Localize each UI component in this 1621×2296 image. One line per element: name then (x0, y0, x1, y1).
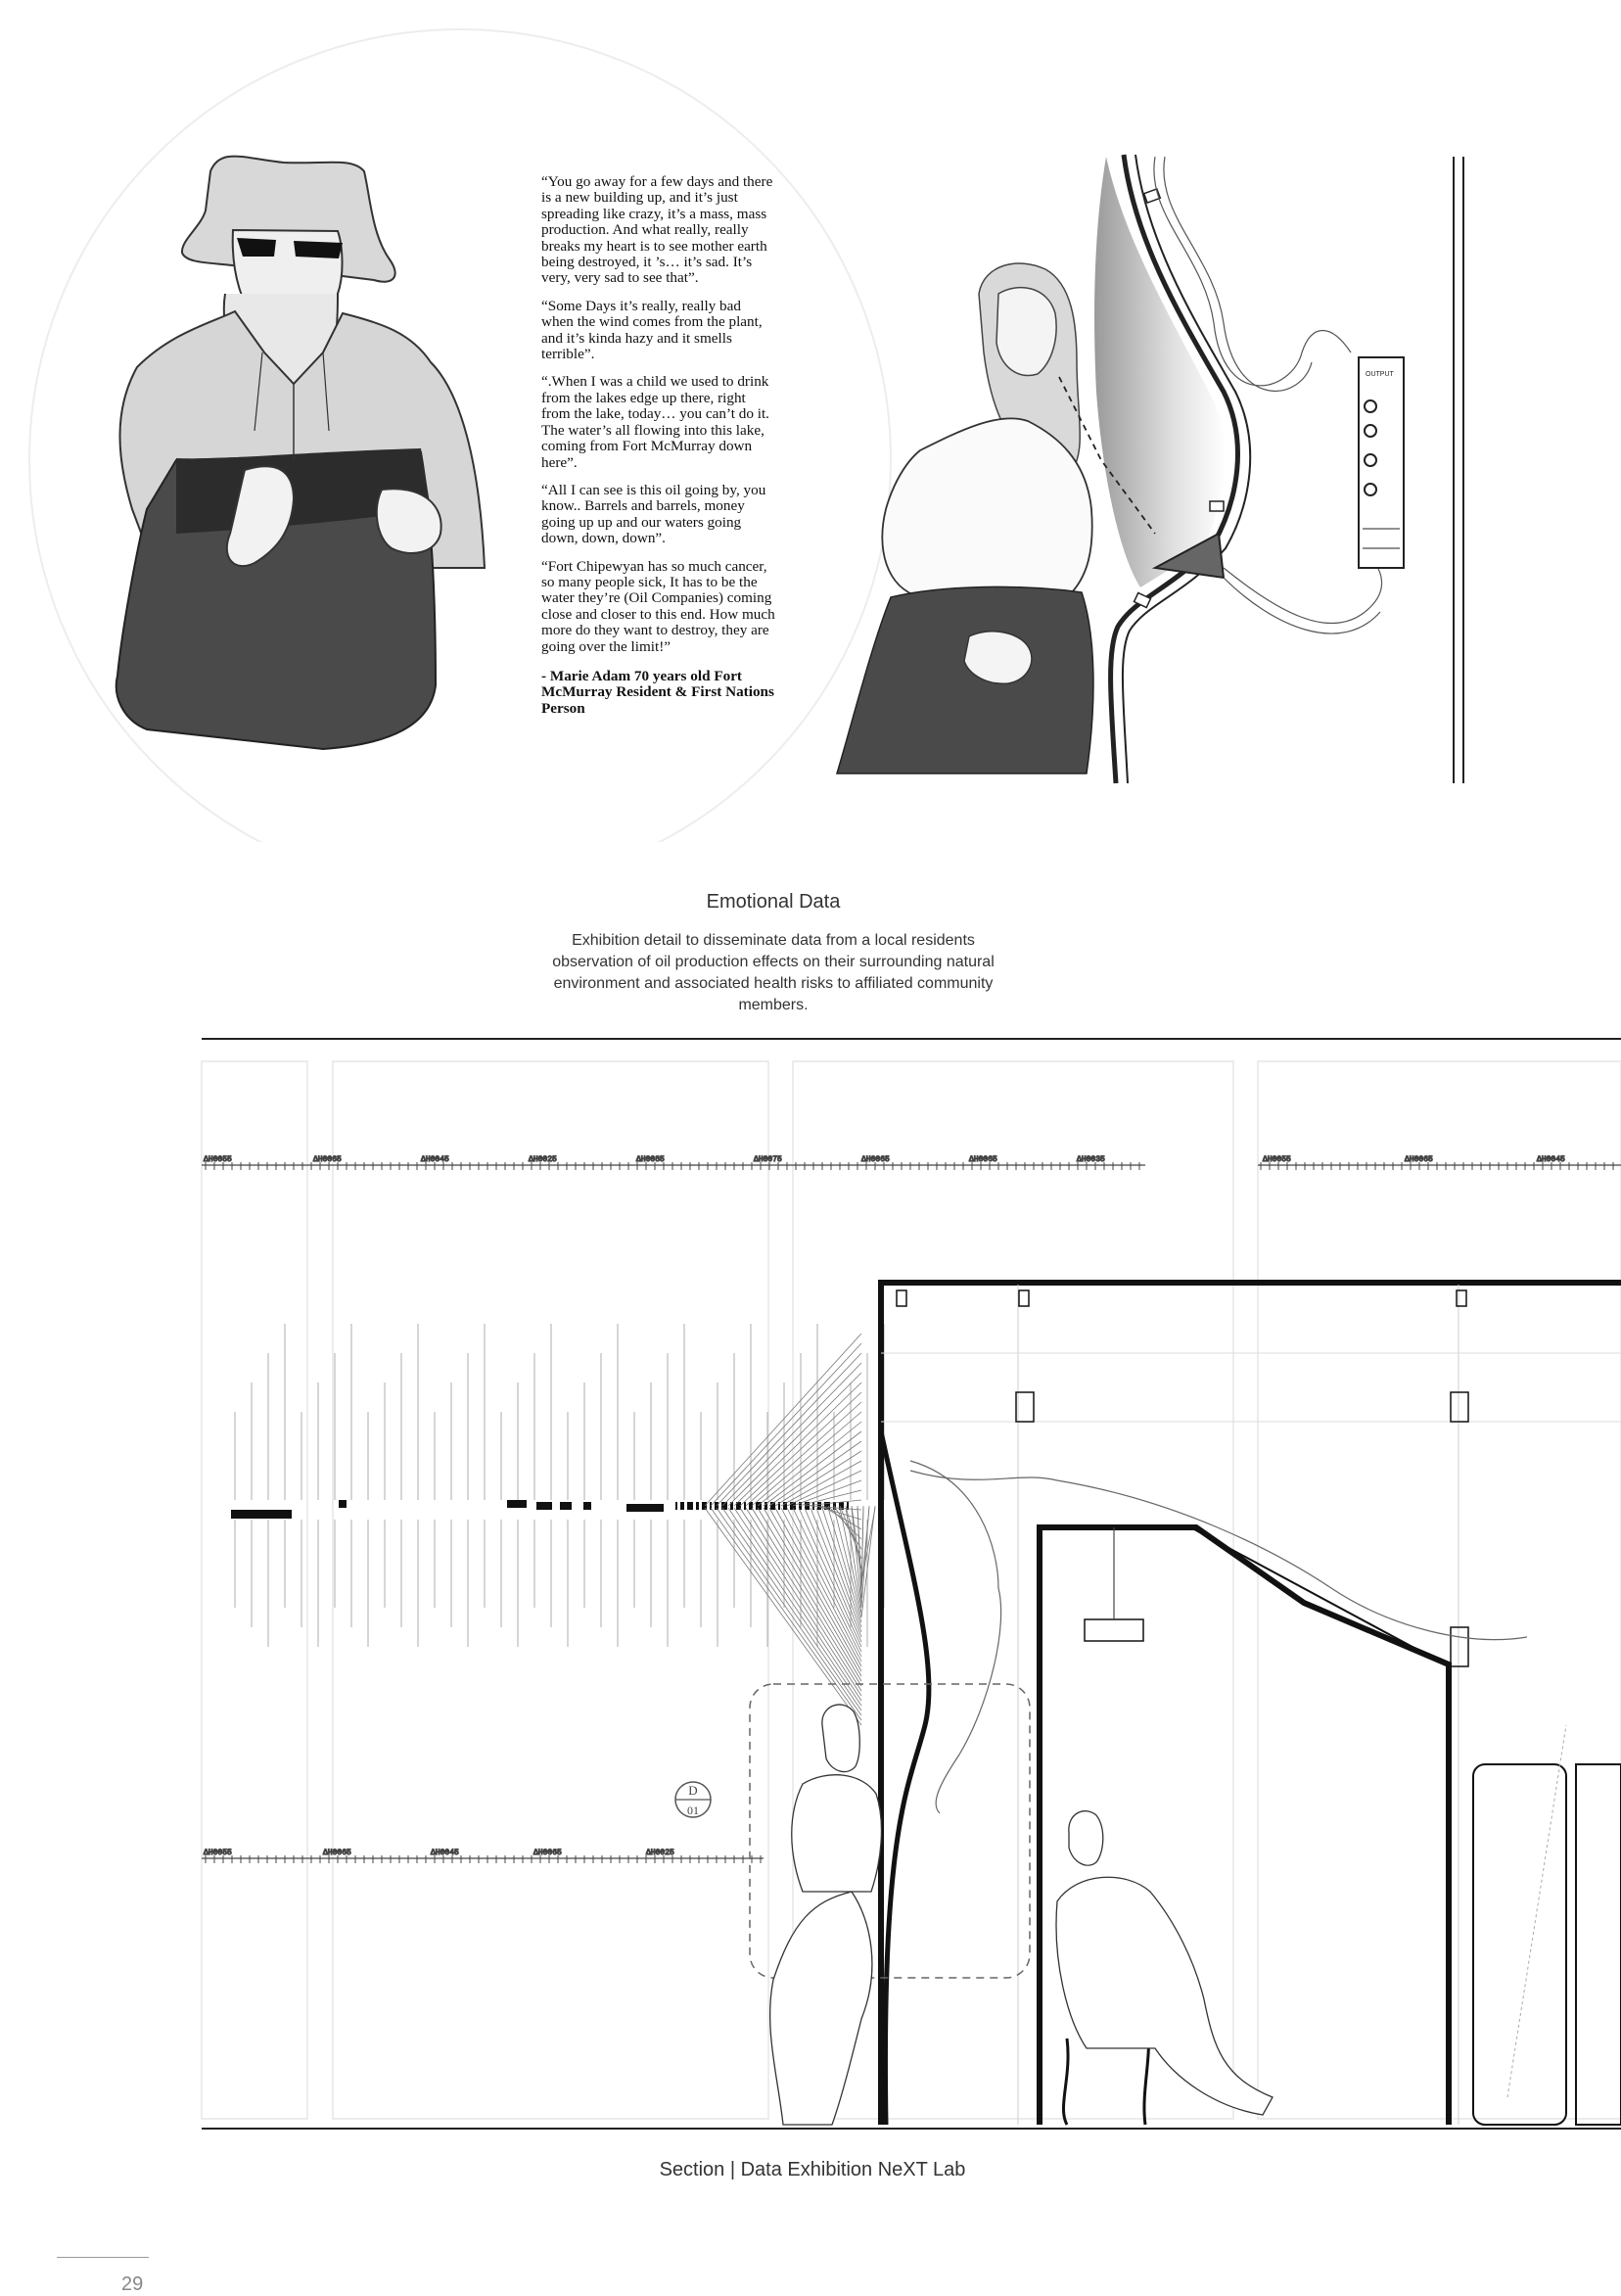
data-bar (339, 1500, 347, 1508)
section-marker (675, 1782, 711, 1817)
standing-woman-outline (770, 1705, 882, 2125)
data-bar (626, 1504, 664, 1512)
svg-text:ΔH0045: ΔH0045 (1537, 1155, 1565, 1164)
data-bar (507, 1500, 527, 1508)
young-woman-figure (837, 263, 1093, 773)
data-bar (696, 1502, 699, 1510)
quote-paragraph-1: “You go away for a few days and there is a new building up, and it’s just spreading like crazy, it’s a mass, mass production. And what really, really breaks my heart is to see mother earth being destroyed, it ’s… it’s sad. It’s very, very sad to see that”. (541, 173, 773, 287)
dimension-ticks-bottom (206, 1855, 761, 1863)
page-number-rule (57, 2257, 149, 2258)
leader-line (805, 1508, 861, 1642)
data-bar (817, 1502, 821, 1510)
seated-man-outline (1056, 1811, 1273, 2115)
resident-quote (541, 174, 776, 728)
data-bar (560, 1502, 572, 1510)
svg-text:ΔH0025: ΔH0025 (646, 1849, 674, 1857)
data-bar (675, 1502, 677, 1510)
quote-paragraph-3: “.When I was a child we used to drink from the lakes edge up there, right from the lake, today… you can’t do it. The water’s all flowing into this lake, coming from Fort McMurray down here”. (541, 373, 769, 471)
svg-text:ΔH0055: ΔH0055 (1263, 1155, 1291, 1164)
svg-text:ΔH0055: ΔH0055 (204, 1849, 232, 1857)
top-illustration (0, 0, 1621, 842)
svg-text:ΔH0075: ΔH0075 (754, 1155, 782, 1164)
section-marker-letter: D (688, 1783, 698, 1798)
section-bottom-rule (202, 2128, 1621, 2130)
data-bar (687, 1502, 693, 1510)
svg-text:ΔH0045: ΔH0045 (421, 1155, 449, 1164)
data-bar (680, 1502, 684, 1510)
page-number: 29 (121, 2273, 144, 2295)
svg-text:ΔH0065: ΔH0065 (861, 1155, 890, 1164)
svg-text:ΔH0065: ΔH0065 (533, 1849, 562, 1857)
data-bar (744, 1502, 746, 1510)
data-bar (702, 1502, 707, 1510)
svg-text:ΔH0085: ΔH0085 (636, 1155, 665, 1164)
emotional-data-title: Emotional Data (706, 891, 841, 913)
emotional-data-description: Exhibition detail to disseminate data from a local residents observation of oil production effects on their surrounding natural environment and associated health risks to affiliated community members. (552, 932, 995, 1013)
data-bar (231, 1510, 292, 1519)
svg-text:ΔH0055: ΔH0055 (204, 1155, 232, 1164)
svg-text:ΔH0065: ΔH0065 (313, 1155, 342, 1164)
section-drawing (0, 1040, 1621, 2127)
leader-line (717, 1353, 861, 1506)
section-caption: Section | Data Exhibition NeXT Lab (659, 2159, 966, 2180)
device-output-label: OUTPUT (1366, 371, 1394, 378)
leader-line (728, 1373, 861, 1506)
data-visual-bars (231, 1324, 884, 1725)
booth-structure (881, 1283, 1621, 2125)
svg-text:ΔH0065: ΔH0065 (323, 1849, 351, 1857)
quote-paragraph-4: “All I can see is this oil going by, you know.. Barrels and barrels, money going up up and our waters going down, down, down”. (541, 481, 766, 547)
dimension-rule-top (202, 1155, 1621, 1165)
background-panels (202, 1061, 1621, 2119)
leader-line (758, 1508, 861, 1681)
section-marker-number: 01 (687, 1804, 699, 1817)
dimension-rule-bottom (202, 1849, 764, 1858)
sensor-device (1359, 357, 1404, 568)
quote-attribution: - Marie Adam 70 years old Fort McMurray Resident & First Nations Person (541, 667, 774, 717)
data-bar (536, 1502, 552, 1510)
svg-text:ΔH0035: ΔH0035 (1077, 1155, 1105, 1164)
quote-paragraph-2: “Some Days it’s really, really bad when the wind comes from the plant, and it’s kinda hazy and it smells terrible”. (541, 297, 763, 363)
leader-line (775, 1451, 861, 1506)
leader-line (746, 1508, 861, 1691)
leader-line (711, 1508, 861, 1720)
quote-paragraph-5: “Fort Chipewyan has so much cancer, so many people sick, It has to be the water they’re (Oil Companies) coming close and closer to this end. How much more do they want to destroy, they are going over the limit!” (541, 557, 775, 655)
leader-line (746, 1402, 861, 1506)
leader-line (758, 1422, 861, 1506)
svg-text:ΔH0025: ΔH0025 (529, 1155, 557, 1164)
data-bar (583, 1502, 591, 1510)
svg-text:ΔH0045: ΔH0045 (431, 1849, 459, 1857)
svg-text:ΔH0065: ΔH0065 (969, 1155, 997, 1164)
leader-line (705, 1334, 861, 1506)
svg-text:ΔH0065: ΔH0065 (1405, 1155, 1433, 1164)
dimension-ticks-top (206, 1162, 1613, 1170)
elder-woman-figure (116, 157, 485, 749)
data-bar (721, 1502, 727, 1510)
